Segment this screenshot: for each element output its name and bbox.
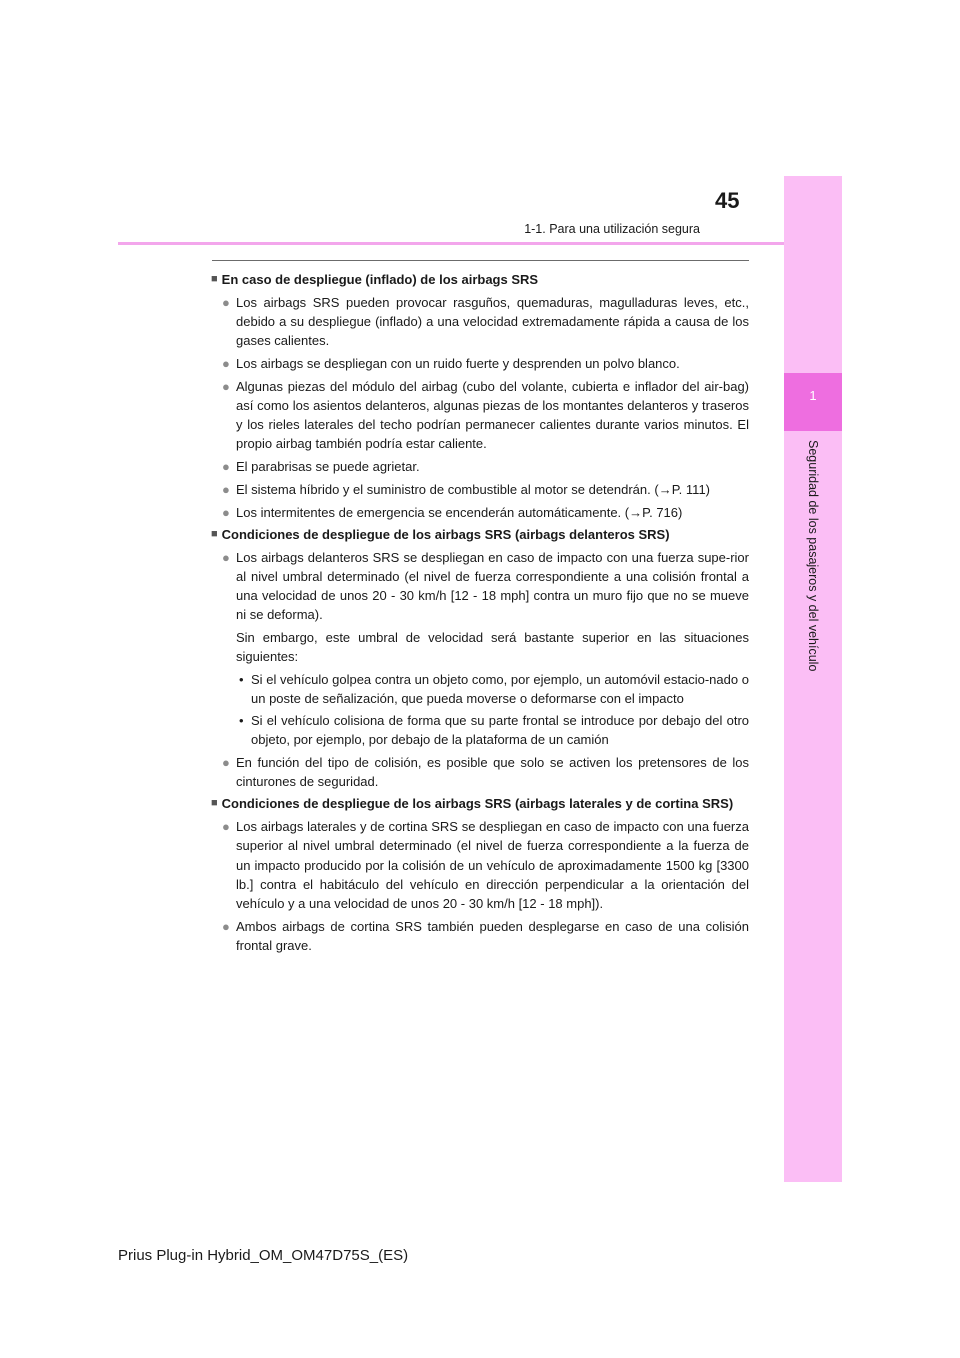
circle-bullet-icon: ● [222, 755, 230, 771]
square-bullet-icon: ■ [211, 797, 218, 810]
bullet-text: Los airbags SRS pueden provocar rasguños, quemaduras, magulladuras leves, etc., debido a su despliegue (inflado) a una velocidad extremadamente rápida a causa de los gases calientes. [236, 294, 749, 349]
header-line [118, 242, 784, 245]
side-tab-bar [784, 176, 842, 1182]
circle-bullet-icon: ● [222, 356, 230, 371]
heading [211, 270, 749, 289]
heading-text: Condiciones de despliegue de los airbags SRS (airbags laterales y de cortina SRS) [221, 796, 734, 812]
bullet-item [211, 293, 749, 351]
bullet-item [211, 753, 749, 791]
bullet-item [211, 917, 749, 955]
side-tab-number: 1 [809, 388, 817, 403]
footer-manual-id: Prius Plug-in Hybrid_OM_OM47D75S_(ES) [118, 1247, 409, 1264]
bullet-text: Los airbags laterales y de cortina SRS se despliegan en caso de impacto con una fuerza superior al nivel umbral determinado (el nivel de fuerza correspondiente a la fuerza de un impacto producido por la colisión de un vehículo de aproximadamente 1500 kg [3300 lb.] contra el habitáculo del vehículo en dirección perpendicular a la orientación del vehículo y a una velocidad de unos 20 - 30 km/h [12 - 18 mph]). [236, 819, 749, 912]
circle-bullet-icon: ● [222, 482, 230, 497]
heading-text: Condiciones de despliegue de los airbags SRS (airbags delanteros SRS) [221, 527, 670, 542]
circle-bullet-icon: ● [222, 294, 230, 310]
bullet-text: Ambos airbags de cortina SRS también pueden desplegarse en caso de una colisión frontal grave. [236, 918, 749, 954]
heading [211, 794, 749, 813]
bullet-text: El parabrisas se puede agrietar. [236, 459, 420, 475]
circle-bullet-icon: ● [222, 504, 230, 520]
page-number: 45 [715, 188, 740, 213]
sub-bullet-text: Si el vehículo golpea contra un objeto como, por ejemplo, un automóvil estacio-nado o un poste de señalización, que pueda moverse o deformarse con el impacto [251, 671, 749, 706]
bullet-item [211, 377, 749, 454]
bullet-item [211, 354, 749, 373]
circle-bullet-icon: ● [222, 459, 230, 475]
bullet-text: En función del tipo de colisión, es posible que solo se activen los pretensores de los cinturones de seguridad. [236, 755, 749, 790]
paragraph: Sin embargo, este umbral de velocidad será bastante superior en las situaciones siguientes: [236, 630, 749, 665]
side-tab-label: Seguridad de los pasajeros y del vehículo [806, 440, 820, 672]
content-rule [212, 260, 749, 261]
small-dot-icon: • [239, 713, 244, 729]
circle-bullet-icon: ● [222, 378, 230, 394]
bullet-text: Los airbags delanteros SRS se despliegan en caso de impacto con una fuerza supe-rior al nivel umbral determinado (el nivel de fuerza correspondiente a una colisión frontal a una velocidad de unos 20 - 30 km/h [12 - 18 mph] contra un muro fijo que no se mueve ni se deforma). [236, 549, 749, 623]
circle-bullet-icon: ● [222, 549, 230, 565]
sub-bullet-item [236, 670, 749, 708]
bullet-text: El sistema híbrido y el suministro de combustible al motor se detendrán. (→P. 111) [236, 482, 710, 497]
heading-text: En caso de despliegue (inflado) de los airbags SRS [221, 272, 539, 287]
page-content [211, 267, 749, 955]
bullet-item [211, 503, 749, 522]
square-bullet-icon: ■ [211, 273, 218, 285]
bullet-text: Los intermitentes de emergencia se encenderán automáticamente. (→P. 716) [236, 504, 683, 520]
bullet-text: Los airbags se despliegan con un ruido fuerte y desprenden un polvo blanco. [236, 356, 680, 371]
sub-bullet-item [236, 711, 749, 749]
sub-bullet-text: Si el vehículo colisiona de forma que su parte frontal se introduce por debajo del otro objeto, por ejemplo, por debajo de la plataforma de un camión [251, 713, 749, 748]
bullet-text: Algunas piezas del módulo del airbag (cubo del volante, cubierta e inflador del air-bag) así como los asientos delanteros, algunas piezas de los montantes delanteros y traseros y los rieles laterales del techo podrían permanecer calientes durante varios minutos. El propio airbag también podría estar caliente. [236, 378, 749, 452]
circle-bullet-icon: ● [222, 819, 230, 835]
circle-bullet-icon: ● [222, 918, 230, 934]
square-bullet-icon: ■ [211, 528, 218, 540]
bullet-item [211, 457, 749, 476]
heading [211, 525, 749, 544]
bullet-item [211, 548, 749, 625]
bullet-item [211, 480, 749, 499]
section-title: 1-1. Para una utilización segura [524, 222, 700, 236]
small-dot-icon: • [239, 671, 244, 687]
bullet-item [211, 817, 749, 913]
